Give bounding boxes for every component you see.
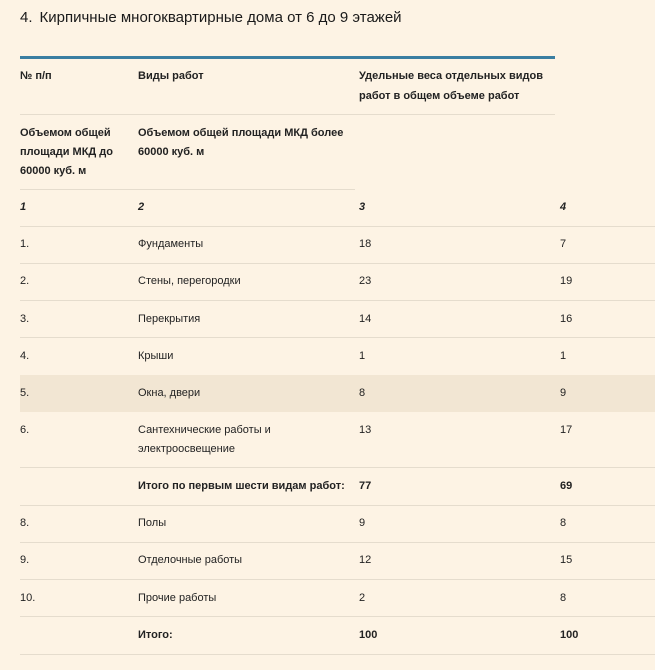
section-title: Кирпичные многоквартирные дома от 6 до 9 этажей xyxy=(39,9,402,26)
row-divider xyxy=(20,467,655,468)
row-number: 3. xyxy=(20,313,30,325)
row-divider xyxy=(20,505,655,506)
row-divider xyxy=(20,263,655,264)
row-value-small: 18 xyxy=(359,238,372,250)
subtotal-large: 69 xyxy=(560,480,573,492)
row-value-large: 7 xyxy=(560,238,567,250)
row-divider xyxy=(20,542,655,543)
total-large: 100 xyxy=(560,629,579,641)
subheader-small-line2: площади МКД до xyxy=(20,146,114,158)
row-value-large: 16 xyxy=(560,313,573,325)
row-value-small: 2 xyxy=(359,592,366,604)
subheader-divider xyxy=(20,189,355,190)
row-divider xyxy=(20,226,655,227)
row-value-large: 8 xyxy=(560,592,567,604)
row-value-small: 9 xyxy=(359,517,366,529)
row-divider xyxy=(20,300,655,301)
row-value-large: 1 xyxy=(560,350,567,362)
row-divider xyxy=(20,616,655,617)
column-number-2: 2 xyxy=(138,201,145,213)
total-small: 100 xyxy=(359,629,378,641)
row-work: Крыши xyxy=(138,350,174,362)
row-divider xyxy=(20,337,655,338)
subtotal-small: 77 xyxy=(359,480,372,492)
row-work: Стены, перегородки xyxy=(138,275,241,287)
row-number: 6. xyxy=(20,424,30,436)
column-number-4: 4 xyxy=(560,201,567,213)
row-number: 2. xyxy=(20,275,30,287)
subheader-small-line1: Объемом общей xyxy=(20,127,111,139)
header-weights-line2: работ в общем объеме работ xyxy=(359,90,520,102)
row-work: Полы xyxy=(138,517,167,529)
row-number: 5. xyxy=(20,387,30,399)
row-value-large: 9 xyxy=(560,387,567,399)
subheader-large-line1: Объемом общей площади МКД более xyxy=(138,127,344,139)
header-number: № п/п xyxy=(20,70,52,82)
row-work: Окна, двери xyxy=(138,387,201,399)
table-top-border xyxy=(20,56,555,59)
total-label: Итого: xyxy=(138,629,173,641)
page-title xyxy=(20,9,402,26)
row-number: 9. xyxy=(20,554,30,566)
subheader-small-line3: 60000 куб. м xyxy=(20,165,87,177)
header-work-type: Виды работ xyxy=(138,70,204,82)
row-value-small: 14 xyxy=(359,313,372,325)
row-value-large: 8 xyxy=(560,517,567,529)
row-value-small: 8 xyxy=(359,387,366,399)
row-number: 1. xyxy=(20,238,30,250)
row-value-large: 17 xyxy=(560,424,573,436)
row-work: Отделочные работы xyxy=(138,554,243,566)
row-value-small: 12 xyxy=(359,554,372,566)
row-work: Сантехнические работы и xyxy=(138,424,271,436)
row-work: Перекрытия xyxy=(138,313,201,325)
row-value-large: 19 xyxy=(560,275,573,287)
row-work: Прочие работы xyxy=(138,592,217,604)
row-number: 10. xyxy=(20,592,36,604)
row-value-small: 23 xyxy=(359,275,372,287)
column-number-1: 1 xyxy=(20,201,27,213)
row-divider xyxy=(20,579,655,580)
row-value-small: 13 xyxy=(359,424,372,436)
subtotal-label: Итого по первым шести видам работ: xyxy=(138,480,345,492)
row-value-small: 1 xyxy=(359,350,366,362)
row-divider xyxy=(20,654,655,655)
row-work-line2: электроосвещение xyxy=(138,443,235,455)
row-value-large: 15 xyxy=(560,554,573,566)
header-divider xyxy=(20,114,555,115)
column-number-3: 3 xyxy=(359,201,366,213)
row-number: 8. xyxy=(20,517,30,529)
subheader-large-line2: 60000 куб. м xyxy=(138,146,205,158)
header-weights-line1: Удельные веса отдельных видов xyxy=(359,70,543,82)
row-work: Фундаменты xyxy=(138,238,204,250)
row-number: 4. xyxy=(20,350,30,362)
section-number: 4. xyxy=(20,9,33,26)
